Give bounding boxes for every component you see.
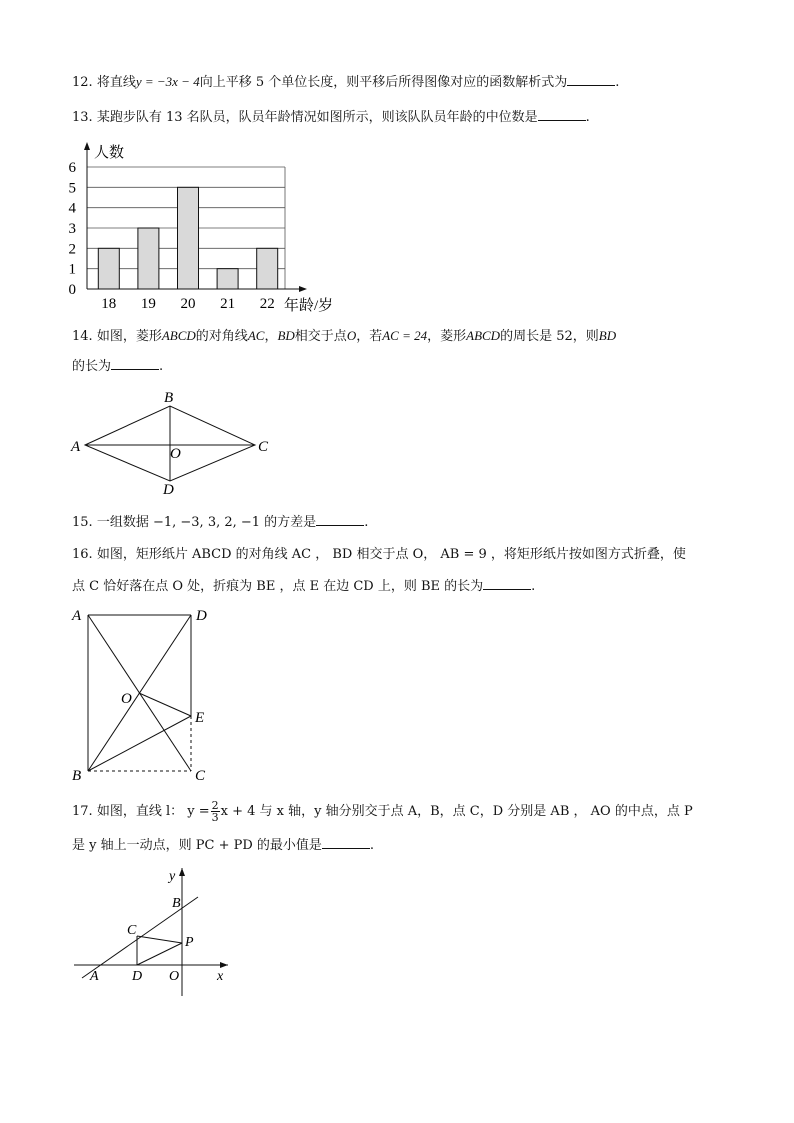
y-axis-arrow — [84, 142, 90, 150]
x-tick-label: 19 — [140, 296, 156, 312]
answer-blank[interactable] — [322, 836, 370, 849]
label-o: O — [170, 446, 181, 462]
label-d: D — [196, 608, 207, 624]
answer-blank[interactable] — [316, 513, 364, 526]
bar-18 — [98, 248, 119, 289]
rhombus-figure — [68, 388, 278, 498]
y-tick-label: 5 — [68, 180, 76, 197]
question-number: 15. — [72, 515, 93, 530]
segment-cp — [137, 936, 182, 943]
y-axis-label: 人数 — [94, 145, 125, 161]
answer-blank[interactable] — [111, 357, 159, 370]
question-17: 17. 如图，直线 l： y = $\frac{2}{3}$ x + 4 与 x 轴，y 轴分别交于点 A，B，点 C，D 分别是 AB ， AO 的中点，点 P — [72, 799, 693, 824]
y-axis-arrow — [179, 868, 185, 876]
question-13: 13. 某跑步队有 13 名队员，队员年龄情况如图所示，则该队队员年龄的中位数是 . — [72, 110, 590, 125]
question-number: 13. — [72, 110, 93, 125]
question-16-line2: 点 C 恰好落在点 O 处，折痕为 BE ，点 E 在边 CD 上，则 BE 的长为 . — [72, 579, 536, 594]
bar-20 — [178, 187, 199, 289]
question-number: 16. — [72, 547, 93, 562]
question-number: 12. — [72, 75, 93, 90]
question-number: 17. — [72, 804, 93, 819]
label-d: D — [163, 482, 174, 498]
y-tick-label: 4 — [68, 200, 76, 217]
question-text: 某跑步队有 13 名队员，队员年龄情况如图所示，则该队队员年龄的中位数是 — [96, 110, 538, 125]
y-tick-label: 2 — [68, 241, 76, 258]
bar-19 — [138, 228, 159, 289]
answer-blank[interactable] — [483, 577, 531, 590]
label-p: P — [185, 935, 194, 950]
question-14: 14. 如图，菱形ABCD的对角线AC，BD相交于点O，若AC = 24，菱形ABCD的周长是 52，则BD — [72, 328, 617, 344]
label-x: x — [217, 969, 224, 984]
label-c: C — [258, 439, 269, 455]
label-a: A — [90, 969, 99, 984]
x-tick-label: 21 — [220, 296, 236, 312]
age-bar-chart — [60, 138, 360, 316]
y-tick-label: 6 — [68, 160, 76, 176]
label-b: B — [164, 390, 174, 406]
x-tick-label: 22 — [259, 296, 275, 312]
fraction: $\frac{2}{3}$ — [211, 799, 219, 824]
label-a: A — [72, 608, 82, 624]
label-c: C — [195, 768, 206, 784]
label-o: O — [169, 969, 180, 984]
label-c: C — [127, 923, 137, 938]
answer-blank[interactable] — [567, 73, 615, 86]
question-text: 一组数据 −1, −3, 3, 2, −1 的方差是 — [96, 515, 317, 530]
question-14-line2: 的长为 . — [72, 359, 164, 374]
y-tick-label: 3 — [68, 221, 76, 237]
label-b: B — [72, 768, 82, 784]
equation: y = −3x − 4 — [135, 74, 200, 89]
question-text: 如图，矩形纸片 ABCD 的对角线 AC ， BD 相交于点 O， AB = 9 ，将矩形纸片按如图方式折叠，使 — [96, 547, 686, 562]
question-17-line2: 是 y 轴上一动点，则 PC + PD 的最小值是 . — [72, 838, 375, 853]
bar-21 — [217, 269, 238, 289]
label-a: A — [71, 439, 81, 455]
question-text: 将直线 — [96, 75, 136, 90]
question-number: 14. — [72, 329, 93, 344]
question-text: 向上平移 5 个单位长度，则平移后所得图像对应的函数解析式为 — [199, 75, 568, 90]
x-axis-arrow — [299, 286, 307, 292]
x-tick-label: 20 — [180, 296, 196, 312]
label-b: B — [172, 896, 181, 911]
answer-blank[interactable] — [538, 108, 586, 121]
label-y: y — [169, 869, 176, 884]
question-16 — [72, 545, 686, 565]
label-o: O — [121, 691, 132, 707]
bar-22 — [257, 248, 278, 289]
coordinate-figure — [68, 862, 248, 1002]
question-15: 15. 一组数据 −1, −3, 3, 2, −1 的方差是 . — [72, 515, 369, 530]
label-d: D — [132, 969, 143, 984]
rectangle-fold-figure — [66, 604, 226, 786]
question-12: 12. 将直线y = −3x − 4向上平移 5 个单位长度，则平移后所得图像对应的函数解析式为 . — [72, 74, 620, 90]
segment-dp — [137, 943, 182, 965]
x-axis-arrow — [220, 962, 228, 968]
crease-be — [88, 716, 191, 771]
x-tick-label: 18 — [101, 296, 117, 312]
x-axis-label: 年龄/岁 — [284, 298, 334, 314]
line-l — [82, 897, 198, 978]
y-tick-label: 1 — [68, 261, 76, 278]
label-e: E — [195, 710, 205, 726]
y-tick-label: 0 — [68, 282, 76, 298]
